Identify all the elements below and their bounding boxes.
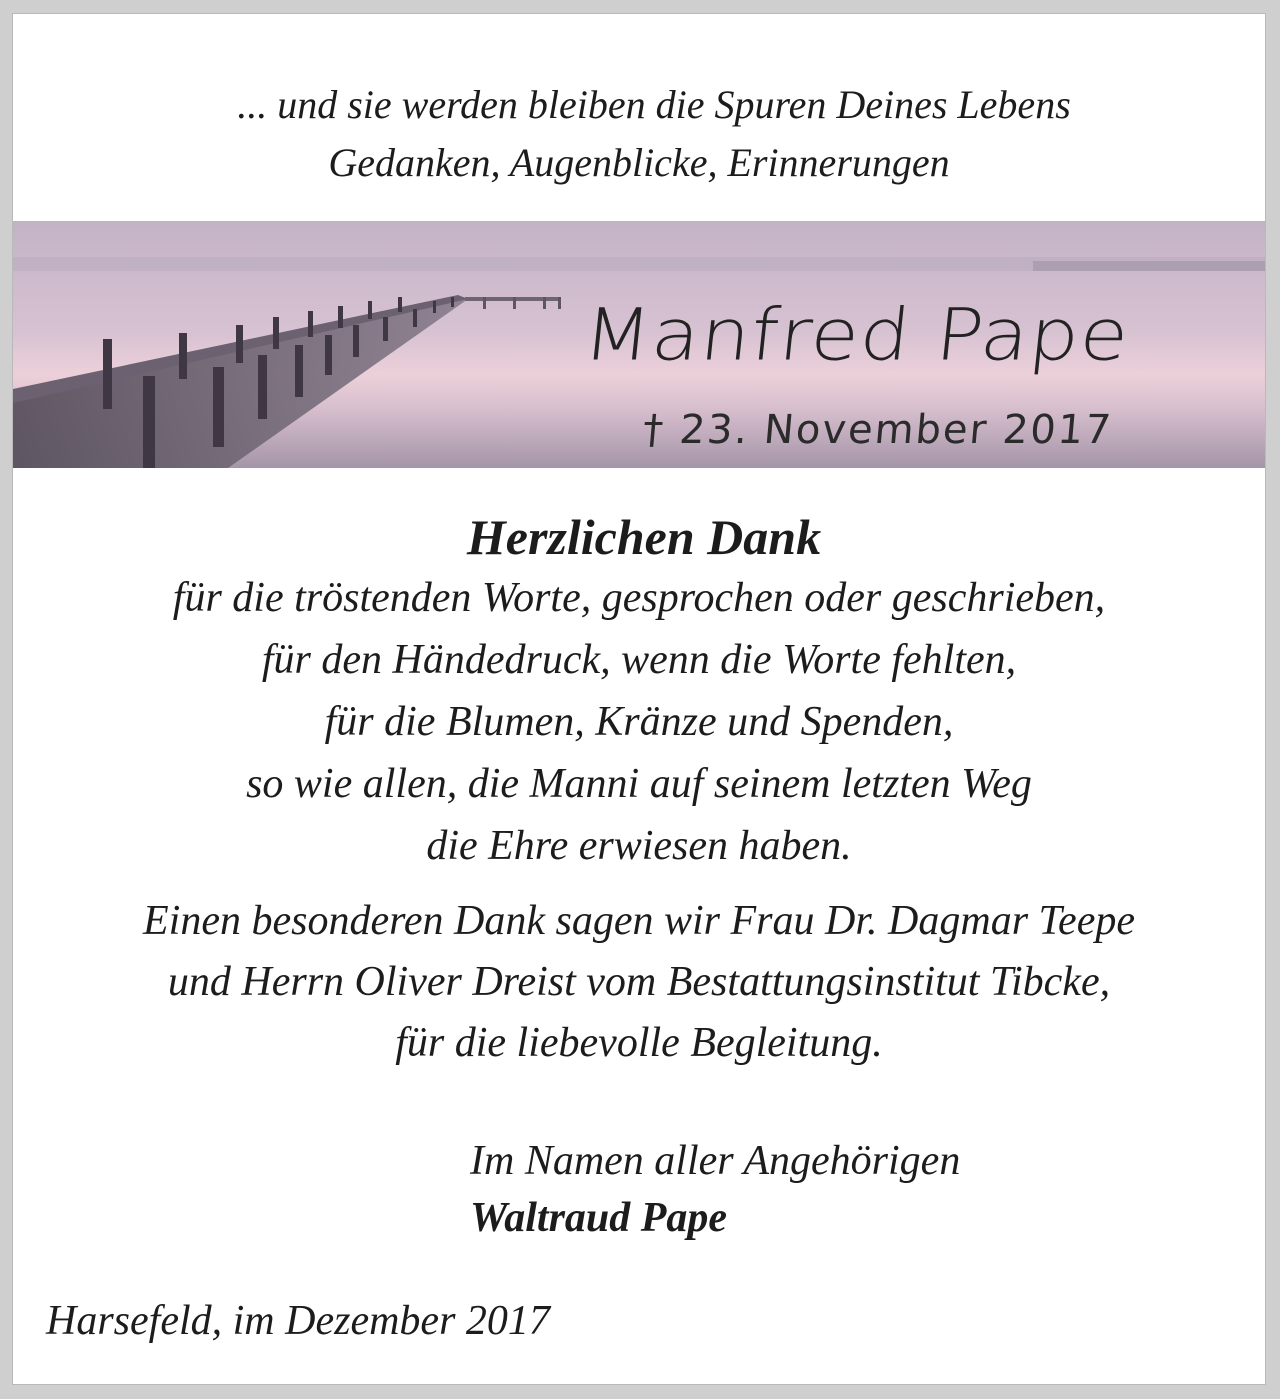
place-and-date: Harsefeld, im Dezember 2017 — [46, 1298, 550, 1344]
motto-line-2: Gedanken, Augenblicke, Erinnerungen — [328, 140, 950, 185]
special-thanks — [13, 891, 1265, 1074]
motto-line-1: ... und sie werden bleiben die Spuren Deines Lebens — [237, 82, 1071, 127]
thanks-line: für den Händedruck, wenn die Worte fehlten, — [261, 637, 1017, 683]
motto — [13, 76, 1265, 192]
signer-name: Waltraud Pape — [470, 1195, 728, 1241]
thanks-section — [13, 507, 1265, 1074]
thanks-lines — [13, 567, 1265, 877]
thanks-heading: Herzlichen Dank — [466, 509, 822, 565]
obituary-card — [13, 14, 1265, 1384]
thanks-line: für die Blumen, Kränze und Spenden, — [324, 699, 954, 745]
thanks-line: für die tröstenden Worte, gesprochen oder geschrieben, — [172, 575, 1106, 621]
signoff — [470, 1132, 960, 1246]
special-thanks-line: Einen besonderen Dank sagen wir Frau Dr. Dagmar Teepe — [143, 898, 1135, 944]
thanks-line: die Ehre erwiesen haben. — [426, 823, 852, 869]
special-thanks-line: und Herrn Oliver Dreist vom Bestattungsinstitut Tibcke, — [167, 959, 1111, 1005]
deceased-name: Manfred Pape — [579, 294, 1134, 377]
thanks-line: so wie allen, die Manni auf seinem letzten Weg — [246, 761, 1032, 807]
death-date: † 23. November 2017 — [640, 407, 1115, 453]
signoff-intro: Im Namen aller Angehörigen — [470, 1138, 961, 1184]
special-thanks-line: für die liebevolle Begleitung. — [395, 1020, 883, 1066]
